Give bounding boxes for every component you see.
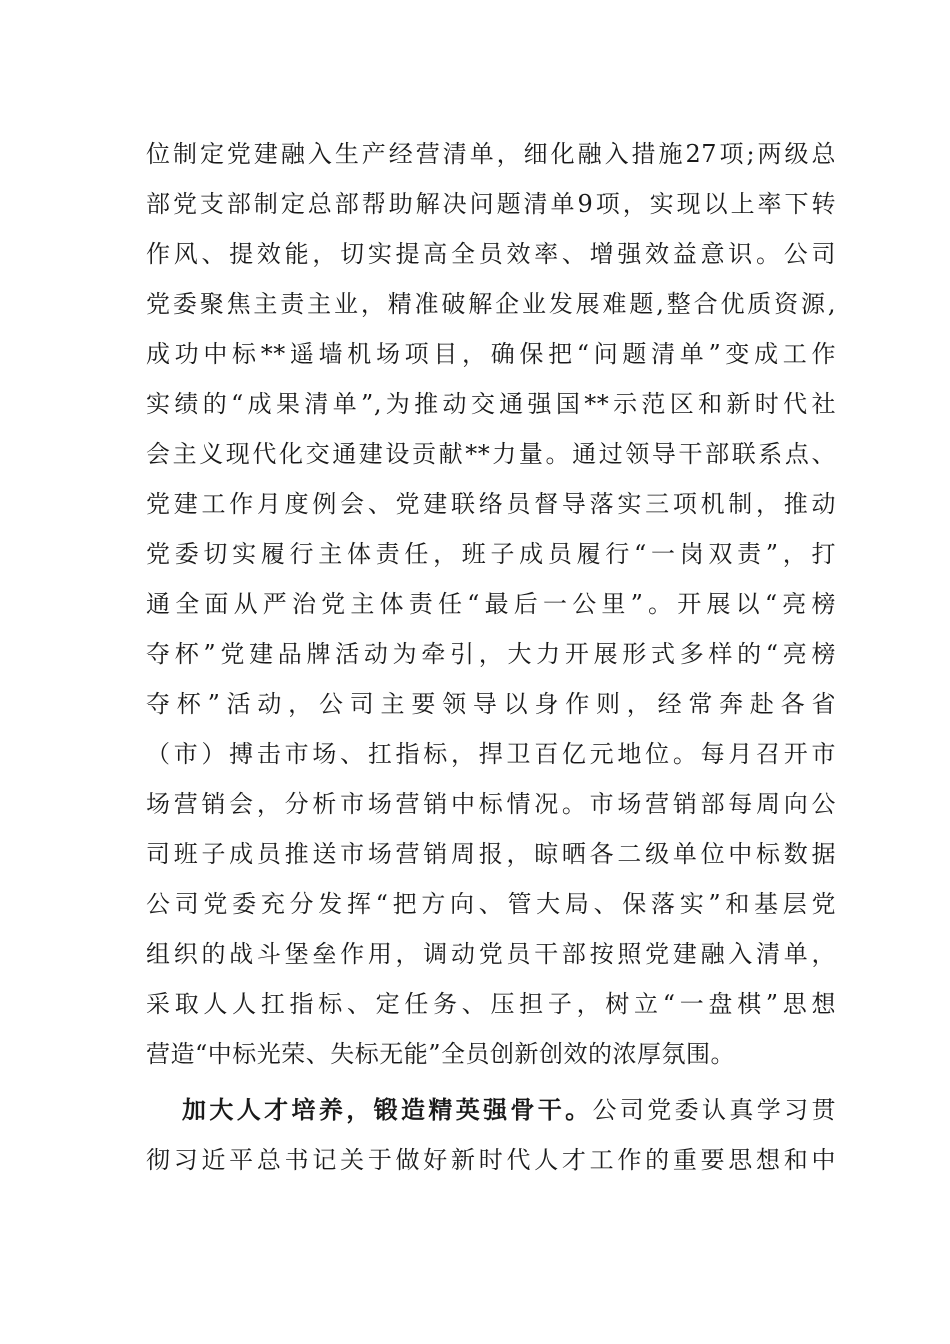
paragraph-line: 党委切实履行主体责任，班子成员履行“一岗双责”，打 [146, 540, 836, 568]
paragraph-line: 党建工作月度例会、党建联络员督导落实三项机制，推动 [146, 490, 836, 518]
paragraph-line: 夺杯”活动，公司主要领导以身作则，经常奔赴各省 [146, 690, 836, 718]
paragraph-line: 彻习近平总书记关于做好新时代人才工作的重要思想和中 [146, 1146, 836, 1174]
paragraph-line: 夺杯”党建品牌活动为牵引，大力开展形式多样的“亮榜 [146, 640, 836, 668]
paragraph-line: 组织的战斗堡垒作用，调动党员干部按照党建融入清单， [146, 940, 836, 968]
paragraph-line: 营造“中标光荣、失标无能”全员创新创效的浓厚氛围。 [146, 1040, 736, 1068]
paragraph-line: 通全面从严治党主体责任“最后一公里”。开展以“亮榜 [146, 590, 836, 618]
paragraph-line: 部党支部制定总部帮助解决问题清单9项，实现以上率下转 [146, 190, 836, 218]
paragraph-line: 作风、提效能，切实提高全员效率、增强效益意识。公司 [146, 240, 836, 268]
paragraph-line: 成功中标**遥墙机场项目，确保把“问题清单”变成工作 [146, 340, 836, 368]
paragraph-line: 位制定党建融入生产经营清单，细化融入措施27项;两级总 [146, 140, 836, 168]
paragraph-line: 司班子成员推送市场营销周报，晾晒各二级单位中标数据 [146, 840, 836, 868]
paragraph-line: 会主义现代化交通建设贡献**力量。通过领导干部联系点、 [146, 440, 836, 468]
paragraph-text: 公司党委认真学习贯 [592, 1096, 837, 1124]
paragraph-line: 采取人人扛指标、定任务、压担子，树立“一盘棋”思想 [146, 990, 836, 1018]
paragraph-1 [146, 129, 836, 1079]
paragraph-line [146, 1085, 836, 1135]
paragraph-line: 党委聚焦主责主业，精准破解企业发展难题,整合优质资源, [146, 290, 836, 318]
paragraph-line: 实绩的“成果清单”,为推动交通强国**示范区和新时代社 [146, 390, 836, 418]
paragraph-line: （市）搏击市场、扛指标，捍卫百亿元地位。每月召开市 [146, 740, 836, 768]
paragraph-line: 场营销会，分析市场营销中标情况。市场营销部每周向公 [146, 790, 836, 818]
paragraph-line: 公司党委充分发挥“把方向、管大局、保落实”和基层党 [146, 890, 836, 918]
paragraph-2 [146, 1085, 836, 1185]
section-heading: 加大人才培养，锻造精英强骨干。 [182, 1095, 593, 1124]
